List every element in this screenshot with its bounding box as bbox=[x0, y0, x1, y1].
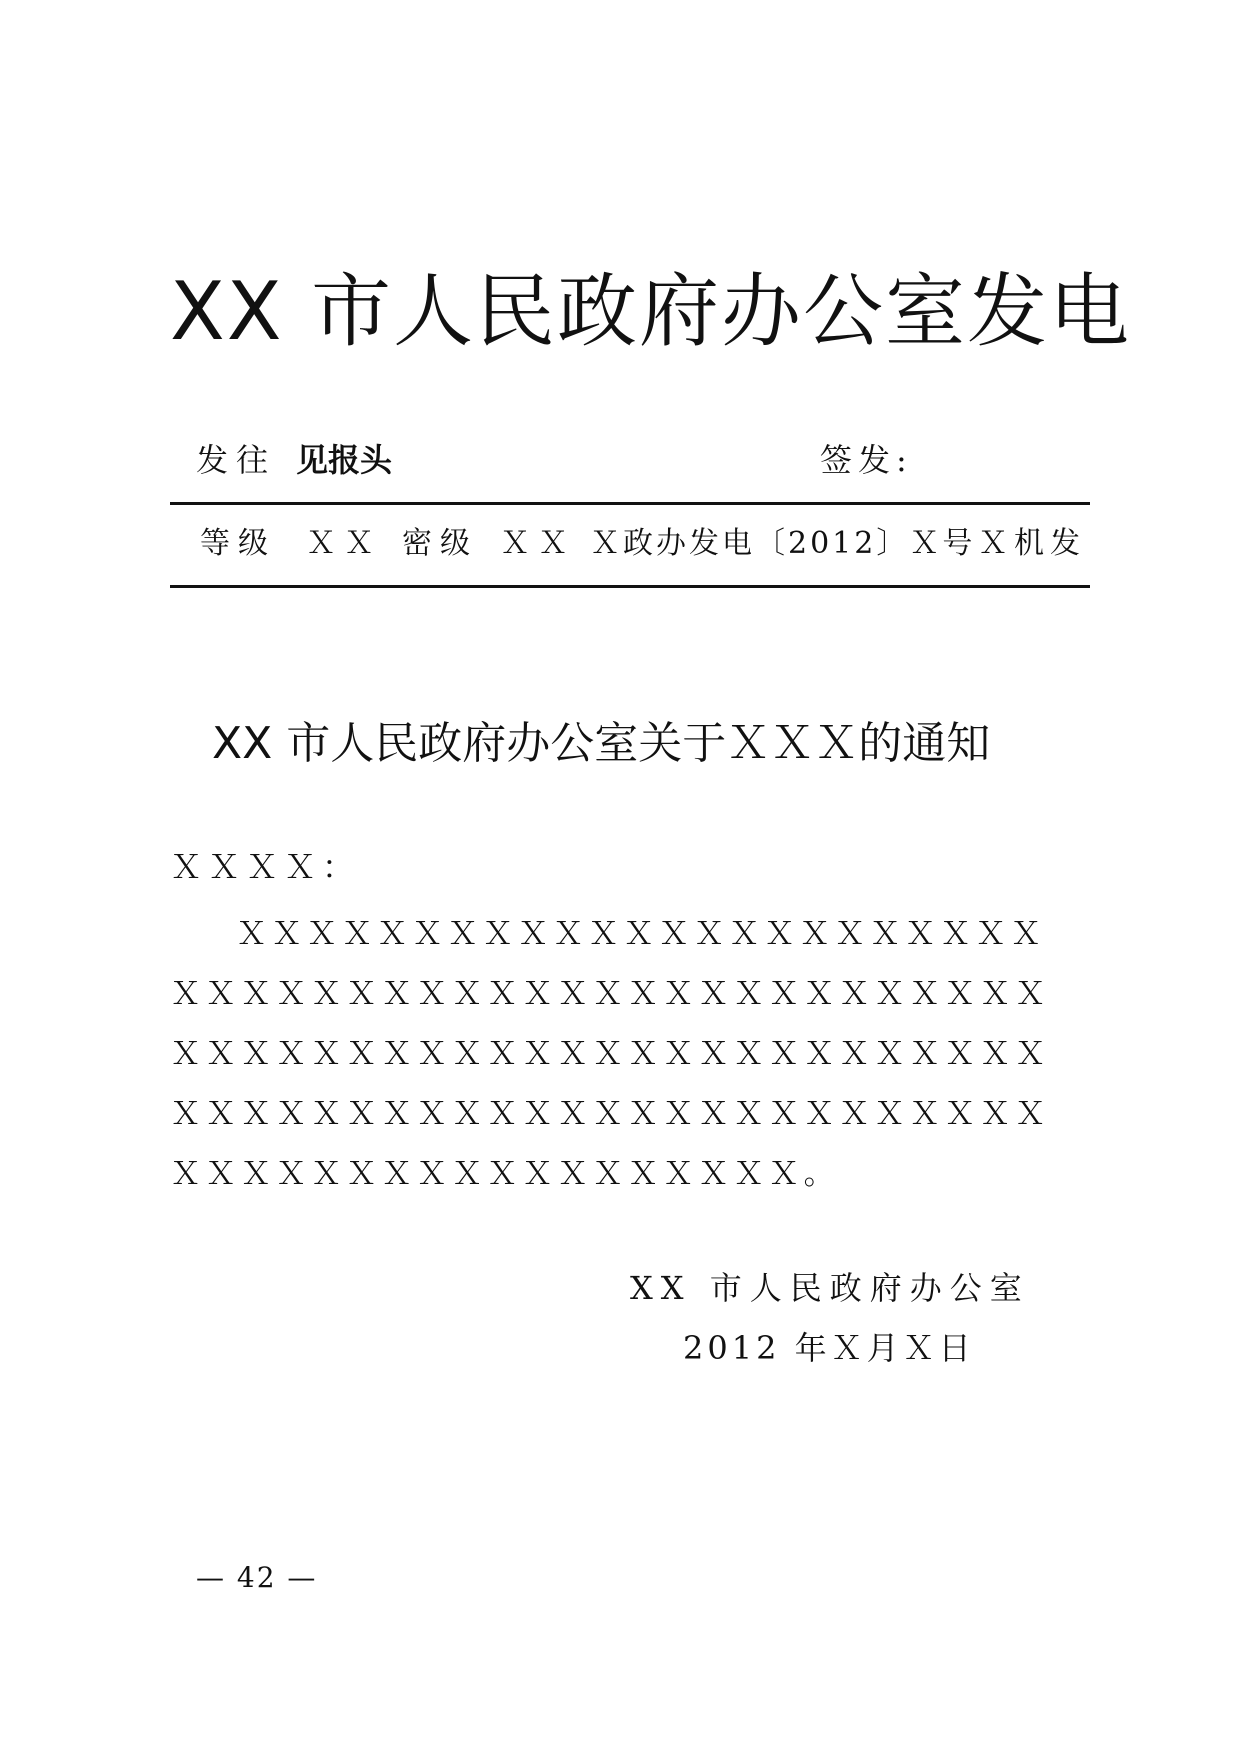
telegram-header-title: XX 市人民政府办公室发电 bbox=[170, 265, 1132, 358]
signer-label: 签发: bbox=[820, 441, 913, 479]
document-title: XX 市人民政府办公室关于ＸＸＸ的通知 bbox=[212, 718, 991, 769]
sending-office: Ｘ机发 bbox=[978, 526, 1086, 561]
header-divider-bottom bbox=[170, 585, 1090, 588]
salutation: ＸＸＸＸ： bbox=[170, 848, 361, 886]
document-number: Ｘ政办发电〔2012〕Ｘ号 bbox=[590, 526, 976, 561]
secrecy-label: 密级 bbox=[402, 526, 478, 561]
level-label: 等级 bbox=[200, 526, 276, 561]
level-value: ＸＸ bbox=[306, 526, 382, 561]
send-to-value: 见报头 bbox=[296, 441, 393, 479]
signature-date: 2012 年Ｘ月Ｘ日 bbox=[683, 1329, 975, 1367]
send-to-label: 发往 bbox=[196, 441, 277, 479]
telegram-meta-row bbox=[200, 522, 1086, 566]
signature-organization: XX 市人民政府办公室 bbox=[630, 1269, 1030, 1307]
page-number: — 42 — bbox=[196, 1561, 318, 1594]
header-divider-top bbox=[170, 502, 1090, 505]
body-paragraph: ＸＸＸＸＸＸＸＸＸＸＸＸＸＸＸＸＸＸＸＸＸＸＸＸＸＸＸＸＸＸＸＸＸＸＸＸＸＸＸＸＸＸＸＸＸＸＸＸＸＸＸＸＸＸＸＸＸＸＸＸＸＸＸＸＸＸＸＸＸＸＸＸＸＸＸＸＸＸＸＸＸＸＸＸＸＸＸＸＸＸＸＸＸＸＸＸＸＸＸＸＸＸＸＸＸＸＸＸＸＸＸＸＸＸＸＸ。 bbox=[170, 916, 1050, 1192]
secrecy-value: ＸＸ bbox=[500, 526, 576, 561]
